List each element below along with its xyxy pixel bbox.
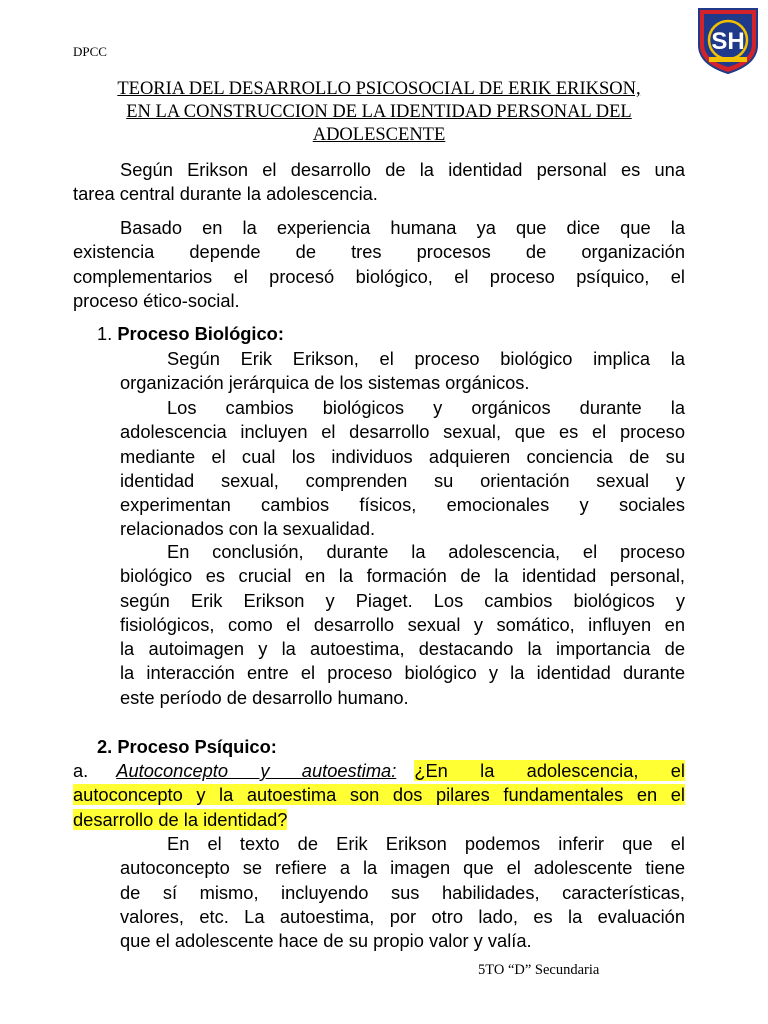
text-line: Según Erik Erikson, el proceso biológico implica la [167, 348, 685, 369]
biologico-paragraph-3 [120, 540, 685, 710]
text-line: de sí mismo, incluyendo sus habilidades, características, [120, 881, 685, 903]
text-line: Según Erikson el desarrollo de la identidad personal es una [120, 159, 685, 180]
logo-text: SH [711, 28, 745, 55]
text-line: relacionados con la sexualidad. [120, 518, 376, 540]
text-line: organización jerárquica de los sistemas orgánicos. [120, 372, 530, 394]
psiquico-paragraph-1 [120, 832, 685, 953]
item-title: Autoconcepto y autoestima: [116, 760, 397, 781]
title-line: ADOLESCENTE [312, 125, 446, 145]
text-line: autoconcepto se refiere a la imagen que el adolescente tiene [120, 857, 685, 879]
biologico-paragraph-1 [120, 347, 685, 396]
text-line: biológico es crucial en la formación de la identidad personal, [120, 565, 685, 587]
text-line: En conclusión, durante la adolescencia, el proceso [167, 541, 685, 562]
text-line: mediante el cual los individuos adquieren conciencia de su [120, 445, 685, 467]
section-number: 1. [97, 323, 113, 344]
text-line: la interacción entre el proceso biológico y la identidad durante [120, 662, 685, 684]
basado-paragraph [73, 216, 685, 313]
section-title: Proceso Biológico: [117, 323, 284, 344]
text-line: Basado en la experiencia humana ya que dice que la [120, 217, 685, 238]
text-line: que el adolescente hace de su propio valor y valía. [120, 930, 532, 952]
text-line: la autoimagen y la autoestima, destacando la importancia de [120, 638, 685, 660]
intro-paragraph [73, 158, 685, 207]
item-letter: a. [73, 760, 89, 781]
section-heading-psiquico [97, 735, 687, 759]
footer-label: 5TO “D” Secundaria [478, 962, 600, 978]
text-line: proceso ético-social. [73, 289, 240, 311]
highlighted-question: autoconcepto y la autoestima son dos pilares fundamentales en el [73, 784, 685, 806]
title-line: EN LA CONSTRUCCION DE LA IDENTIDAD PERSONAL DEL [126, 102, 632, 122]
text-line: existencia depende de tres procesos de organización [73, 241, 685, 263]
highlighted-question: desarrollo de la identidad? [73, 808, 288, 830]
text-line: este período de desarrollo humano. [120, 686, 409, 708]
document-title [73, 78, 685, 147]
text-line: fisiológicos, como el desarrollo sexual y somático, influyen en [120, 613, 685, 635]
text-line: tarea central durante la adolescencia. [73, 183, 378, 205]
highlighted-question: ¿En la adolescencia, el [414, 760, 685, 781]
text-line: Los cambios biológicos y orgánicos durante la [167, 397, 685, 418]
text-line: experimentan cambios físicos, emocionales y sociales [120, 494, 685, 516]
section-title: 2. Proceso Psíquico: [97, 736, 277, 757]
text-line: adolescencia incluyen el desarrollo sexual, que es el proceso [120, 421, 685, 443]
psiquico-item-a [73, 759, 685, 832]
title-line: TEORIA DEL DESARROLLO PSICOSOCIAL DE ERIK ERIKSON, [117, 79, 641, 99]
school-logo [695, 5, 761, 75]
header-label: DPCC [73, 44, 107, 59]
text-line: En el texto de Erik Erikson podemos inferir que el [167, 833, 685, 854]
text-line: complementarios el procesó biológico, el proceso psíquico, el [73, 265, 685, 287]
text-line: identidad sexual, comprenden su orientación sexual y [120, 469, 685, 491]
biologico-paragraph-2 [120, 396, 685, 542]
text-line: valores, etc. La autoestima, por otro lado, es la evaluación [120, 905, 685, 927]
section-heading-biologico [97, 322, 687, 346]
text-line: según Erik Erikson y Piaget. Los cambios biológicos y [120, 589, 685, 611]
